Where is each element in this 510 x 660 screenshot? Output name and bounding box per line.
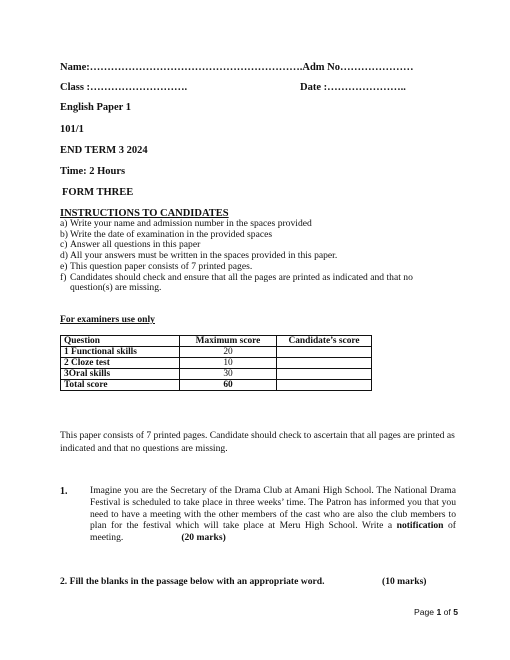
question-1-marks: (20 marks) xyxy=(181,532,226,544)
examiners-title: For examiners use only xyxy=(60,314,155,325)
max-score-cell: 10 xyxy=(180,358,277,369)
class-field: Class :………………………. xyxy=(60,82,188,93)
question-1-body: Imagine you are the Secretary of the Drama Club at Amani High School. The National Drama Festival is scheduled to take place in three weeks’ time. The Patron has informed you that you need to have a meeting with the other members of the cast who are also the club members to plan for the festival which will take place at Meru High School. Write a xyxy=(90,485,456,532)
candidate-score-cell[interactable] xyxy=(277,369,372,380)
instruction-text: Write the date of examination in the provided spaces xyxy=(70,228,273,240)
question-1-number: 1. xyxy=(60,486,68,497)
max-score-cell: 20 xyxy=(180,347,277,358)
question-1-keyword: notification xyxy=(396,520,444,532)
question-cell: 3Oral skills xyxy=(61,369,180,380)
max-score-cell: 30 xyxy=(180,369,277,380)
instruction-label: c) xyxy=(60,239,68,251)
column-header: Question xyxy=(61,336,180,347)
subject-title: English Paper 1 xyxy=(60,102,131,113)
question-cell: Total score xyxy=(61,380,180,391)
instruction-label: e) xyxy=(60,260,68,272)
paper-code: 101/1 xyxy=(60,124,84,135)
pages-note: This paper consists of 7 printed pages. Candidate should check to ascertain that all pages are printed as indicated and that no questions are missing. xyxy=(60,430,455,454)
date-field: Date :………………….. xyxy=(300,82,406,93)
candidate-score-cell[interactable] xyxy=(277,347,372,358)
instruction-label: a) xyxy=(60,218,68,229)
question-2-text: 2. Fill the blanks in the passage below with an appropriate word. xyxy=(60,576,325,587)
question-2-marks: (10 marks) xyxy=(382,576,427,587)
name-adm-field: Name:…………………………………………………….Adm No………………… xyxy=(60,62,414,73)
footer-page-number: 1 xyxy=(436,607,442,617)
table-row xyxy=(61,358,372,369)
table-row xyxy=(61,347,372,358)
exam-time: Time: 2 Hours xyxy=(60,166,126,177)
instructions-title: INSTRUCTIONS TO CANDIDATES xyxy=(60,208,229,219)
instruction-text: Answer all questions in this paper xyxy=(70,239,201,251)
instruction-text: All your answers must be written in the spaces provided in this paper. xyxy=(70,250,338,262)
question-cell: 2 Cloze test xyxy=(61,358,180,369)
question-1-body-end: of meeting. xyxy=(90,520,456,544)
instruction-label: b) xyxy=(60,228,68,240)
instruction-item xyxy=(60,273,455,294)
question-cell: 1 Functional skills xyxy=(61,347,180,358)
instruction-text: Candidates should check and ensure that all the pages are printed as indicated and that no question(s) are missing. xyxy=(70,271,413,294)
candidate-score-cell[interactable] xyxy=(277,358,372,369)
instruction-label: d) xyxy=(60,250,68,262)
footer-of-word: of xyxy=(443,607,451,617)
form-level: FORM THREE xyxy=(62,187,134,198)
instruction-item xyxy=(60,262,455,273)
instruction-label: f) xyxy=(60,271,67,283)
column-header: Candidate’s score xyxy=(277,336,372,347)
score-table xyxy=(60,335,372,391)
footer-total-pages: 5 xyxy=(453,607,458,617)
instruction-text: Write your name and admission number in the spaces provided xyxy=(70,218,312,229)
instructions-list xyxy=(60,219,455,294)
instruction-text: This question paper consists of 7 printed pages. xyxy=(70,260,253,272)
table-row xyxy=(61,380,372,391)
table-row xyxy=(61,369,372,380)
candidate-score-cell[interactable] xyxy=(277,380,372,391)
exam-term: END TERM 3 2024 xyxy=(60,145,148,156)
footer-page-word: Page xyxy=(414,607,435,617)
question-1-text xyxy=(90,485,456,544)
column-header: Maximum score xyxy=(180,336,277,347)
table-header-row xyxy=(61,336,372,347)
max-score-cell: 60 xyxy=(180,380,277,391)
page-footer xyxy=(414,607,458,617)
